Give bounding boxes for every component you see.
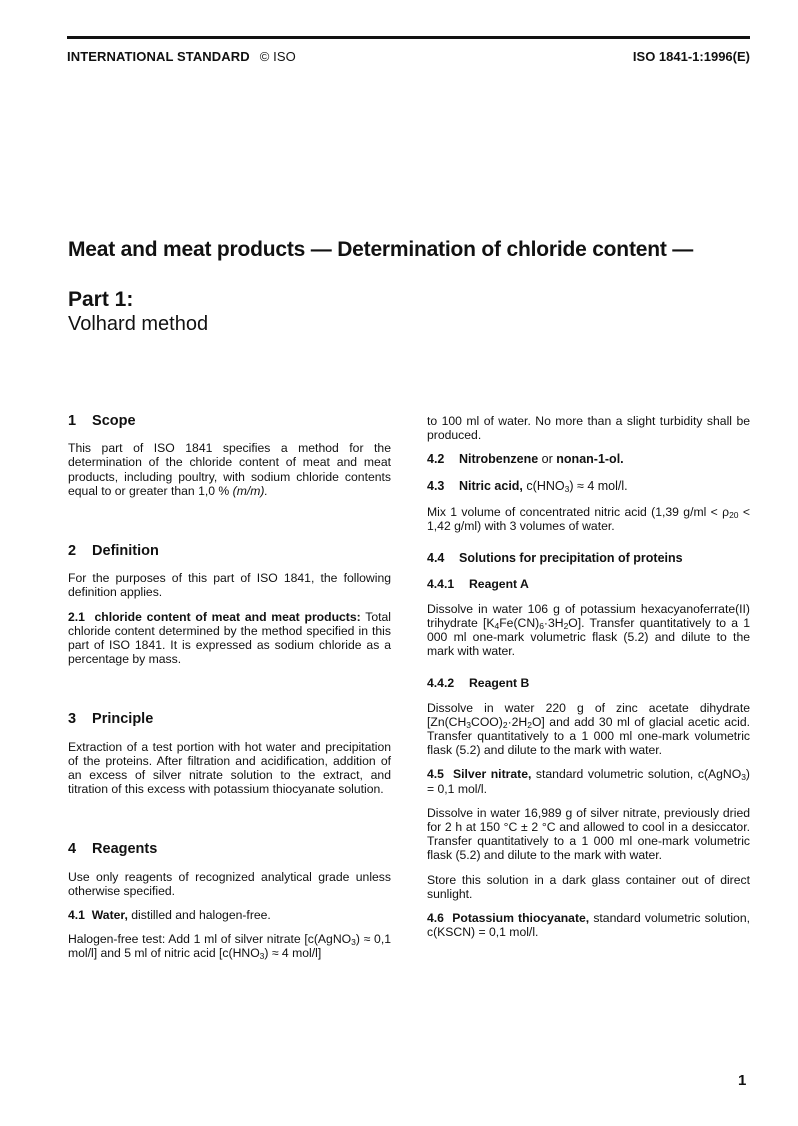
right-column — [427, 414, 750, 949]
reagent-a-heading: 4.4.1 Reagent A — [427, 577, 529, 592]
section-definition-heading: 2 Definition — [68, 543, 159, 560]
header-left — [67, 43, 296, 64]
left-column — [68, 414, 391, 971]
reagent-4-1: 4.1 Water, distilled and halogen-free. — [68, 908, 271, 923]
reagent-a-paragraph: Dissolve in water 106 g of potassium hexacyanoferrate(II) trihydrate $[K_4Fe(CN)_6\cdot 3H_2O]$. Transfer quantitatively to a 1 000 ml one-mark volumetric flask (5.2) and dilute to the mark with water. — [427, 601, 750, 659]
principle-paragraph: Extraction of a test portion with hot water and precipitation of the proteins. After filtration and acidification, addition of an excess of silver nitrate solution to the extract, and titration of this excess with potassium thiocyanate solution. — [68, 739, 391, 797]
reagent-4-3-heading: 4.3 Nitric acid, $c(HNO_3) \approx 4$ mol/l. — [427, 478, 628, 494]
section-principle-heading: 3 Principle — [68, 711, 154, 728]
halogen-test-continued: to 100 ml of water. No more than a slight turbidity shall be produced. — [427, 414, 750, 443]
reagent-4-4-heading: 4.4 Solutions for precipitation of proteins — [427, 551, 683, 566]
copyright-label: © ISO — [259, 49, 296, 64]
reagent-b-paragraph: Dissolve in water 220 g of zinc acetate dihydrate $[Zn(CH_3COO)_2\cdot 2H_2O]$ and add 30 ml of glacial acetic acid. Transfer quantitatively to a 1 000 ml one-mark volumetric flask (5.2) and dilute to the mark with water. — [427, 700, 750, 758]
page-header — [67, 36, 750, 64]
standard-number: ISO 1841-1:1996(E) — [632, 49, 750, 64]
halogen-free-test: Halogen-free test: Add 1 ml of silver nitrate [c(AgNO$_3$) ≈ 0,1 mol/l] and 5 ml of nitric acid [$c(HNO_3) \approx 4$ mol/l] — [68, 932, 391, 962]
part-title: Volhard method — [68, 313, 209, 335]
silver-nitrate-storage: Store this solution in a dark glass container out of direct sunlight. — [427, 872, 750, 901]
part-label: Part 1: — [68, 288, 134, 311]
reagent-4-5-heading: 4.5 Silver nitrate, standard volumetric solution, c(AgNO$_3$) = 0,1 mol/l. — [427, 767, 750, 796]
reagent-4-2-heading: 4.2 Nitrobenzene or nonan-1-ol. — [427, 452, 624, 467]
nitric-acid-paragraph: Mix 1 volume of concentrated nitric acid (1,39 $g/ml < \rho_{20} < 1,42$ g/ml) with 3 volumes of water. — [427, 504, 750, 534]
silver-nitrate-paragraph: Dissolve in water 16,989 g of silver nitrate, previously dried for 2 h at 150 °C ± 2 °C and allowed to cool in a desiccator. Transfer quantitatively to a 1 000 ml one-mark volumetric flask (5.2) and dilute to the mark with water. — [427, 805, 750, 863]
section-scope-heading: 1 Scope — [68, 413, 136, 429]
document-title: Meat and meat products — Determination of chloride content — — [68, 238, 694, 261]
page-number: 1 — [738, 1072, 747, 1089]
reagent-b-heading: 4.4.2 Reagent B — [427, 676, 530, 691]
standard-label: INTERNATIONAL STANDARD — [67, 49, 250, 64]
reagent-4-6-heading: 4.6 Potassium thiocyanate, standard volumetric solution, c(KSCN) = 0,1 mol/l. — [427, 911, 750, 940]
section-reagents-heading: 4 Reagents — [68, 841, 158, 858]
definition-2-1: 2.1 chloride content of meat and meat products: Total chloride content determined by the method specified in this part of ISO 1841. It is expressed as sodium chloride as a percentage by mass. — [68, 609, 391, 667]
reagents-intro: Use only reagents of recognized analytical grade unless otherwise specified. — [68, 869, 391, 898]
definition-intro: For the purposes of this part of ISO 1841, the following definition applies. — [68, 571, 391, 600]
scope-paragraph: This part of ISO 1841 specifies a method for the determination of the chloride content of meat and meat products, including poultry, with sodium chloride contents equal to or greater than 1,0 % (m/m). — [68, 441, 391, 498]
